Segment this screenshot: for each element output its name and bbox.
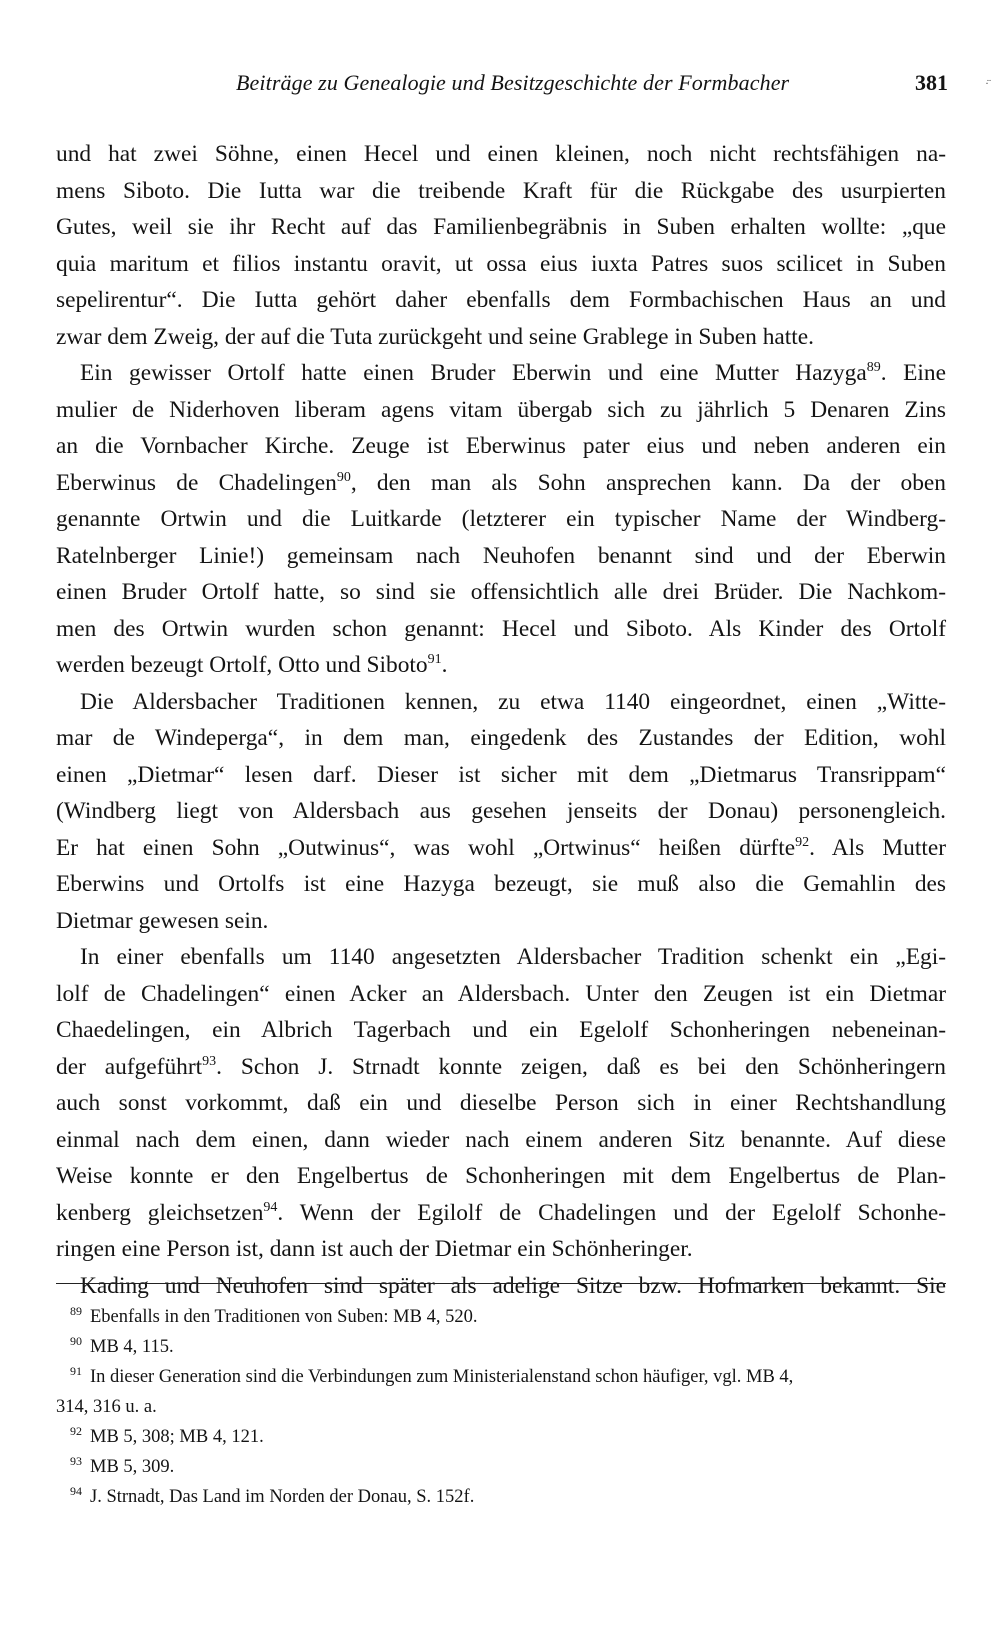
running-title: Beiträge zu Genealogie und Besitzgeschichte der Formbacher — [236, 70, 790, 95]
text-line — [56, 1012, 946, 1049]
line-text: einen „Dietmar“ lesen darf. Dieser ist sicher mit dem „Dietmarus Transrippam“ — [56, 761, 946, 788]
text-line — [56, 1158, 946, 1195]
text-line — [56, 246, 946, 283]
line-text: Er hat einen Sohn „Outwinus“, was wohl „Ortwinus“ heißen dürfte — [56, 834, 796, 861]
line-text: (Windberg liegt von Aldersbach aus gesehen jenseits der Donau) personengleich. — [56, 798, 946, 824]
line-text-after: . — [441, 652, 448, 678]
footnote: 93 MB 5, 309. — [70, 1453, 175, 1477]
footnote: 91 In dieser Generation sind die Verbindungen zum Ministerialenstand schon häufiger, vgl. MB 4, — [70, 1363, 794, 1387]
text-line — [56, 538, 946, 575]
text-line — [56, 136, 946, 173]
text-line — [56, 684, 946, 721]
line-text: und hat zwei Söhne, einen Hecel und einen kleinen, noch nicht rechtsfähigen na- — [56, 141, 946, 167]
line-text: Eberwins und Ortolfs ist eine Hazyga bezeugt, sie muß also die Gemahlin des — [56, 871, 946, 897]
footnote: 94 J. Strnadt, Das Land im Norden der Donau, S. 152f. — [70, 1483, 475, 1507]
footnote-ref[interactable]: 93 — [202, 1053, 217, 1069]
footnote-ref[interactable]: 90 — [336, 469, 351, 485]
text-line — [56, 976, 946, 1013]
text-line — [56, 392, 946, 429]
text-line — [56, 428, 946, 465]
body-text — [56, 136, 946, 1304]
footnote-text: 314, 316 u. a. — [56, 1397, 157, 1417]
footnote-rule — [56, 1283, 946, 1284]
line-text: men des Ortwin wurden schon genannt: Hecel und Siboto. Als Kinder des Ortolf — [56, 615, 946, 642]
line-text: Kading und Neuhofen sind später als adelige Sitze bzw. Hofmarken bekannt. Sie — [80, 1272, 946, 1299]
line-text-after: , den man als Sohn ansprechen kann. Da der oben — [350, 469, 946, 496]
footnote-text: MB 5, 309. — [90, 1457, 175, 1477]
line-text: zwar dem Zweig, der auf die Tuta zurückgeht und seine Grablege in Suben hatte. — [56, 323, 815, 350]
text-line — [56, 1085, 946, 1122]
text-line — [56, 574, 946, 611]
text-line — [56, 611, 946, 648]
line-text-after: . Als Mutter — [809, 834, 946, 861]
text-line — [56, 903, 946, 940]
footnote — [56, 1392, 946, 1422]
footnote-text: J. Strnadt, Das Land im Norden der Donau, S. 152f. — [90, 1487, 475, 1507]
line-text: Weise konnte er den Engelbertus de Schonheringen mit dem Engelbertus de Plan- — [56, 1163, 946, 1189]
line-text: mulier de Niderhoven liberam agens vitam übergab sich zu jährlich 5 Denaren Zins — [56, 396, 946, 423]
line-text: ringen eine Person ist, dann ist auch der Dietmar ein Schönheringer. — [56, 1236, 693, 1262]
line-text: einmal nach dem einen, dann wieder nach einem anderen Sitz benannte. Auf diese — [56, 1126, 946, 1153]
text-line — [56, 1195, 946, 1232]
line-text: auch sonst vorkommt, daß ein und dieselbe Person sich in einer Rechtshandlung — [56, 1090, 946, 1116]
line-text-after: . Schon J. Strnadt konnte zeigen, daß es bei den Schönheringern — [216, 1053, 946, 1080]
line-text-after: . Wenn der Egilolf de Chadelingen und der Egelolf Schonhe- — [277, 1199, 946, 1226]
text-line — [56, 720, 946, 757]
line-text: genannte Ortwin und die Luitkarde (letzterer ein typischer Name der Windberg- — [56, 506, 946, 532]
text-line — [56, 209, 946, 246]
footnote-ref[interactable]: 92 — [795, 834, 810, 850]
text-line — [56, 282, 946, 319]
text-line — [56, 757, 946, 794]
running-head — [236, 70, 948, 100]
footnote: 89 Ebenfalls in den Traditionen von Suben: MB 4, 520. — [70, 1303, 478, 1327]
footnote-ref[interactable]: 89 — [866, 360, 881, 376]
line-text: mens Siboto. Die Iutta war die treibende Kraft für die Rückgabe des usurpierten — [56, 177, 946, 204]
line-text: quia maritum et filios instantu oravit, ut ossa eius iuxta Patres suos scilicet in Suben — [56, 250, 946, 277]
footnote: 90 MB 4, 115. — [70, 1333, 174, 1357]
line-text: Chaedelingen, ein Albrich Tagerbach und ein Egelolf Schonheringen nebeneinan- — [56, 1017, 946, 1043]
footnote-text: Ebenfalls in den Traditionen von Suben: MB 4, 520. — [90, 1307, 478, 1327]
line-text: der aufgeführt — [56, 1053, 203, 1080]
line-text: Die Aldersbacher Traditionen kennen, zu etwa 1140 eingeordnet, einen „Witte- — [80, 688, 946, 715]
footnote: 92 MB 5, 308; MB 4, 121. — [70, 1423, 264, 1447]
line-text: kenberg gleichsetzen — [56, 1199, 264, 1226]
text-line — [56, 501, 946, 538]
footnote-text: MB 5, 308; MB 4, 121. — [90, 1427, 264, 1447]
text-line — [56, 647, 946, 684]
page-number: 381 — [915, 70, 948, 95]
line-text: an die Vornbacher Kirche. Zeuge ist Eberwinus pater eius und neben anderen ein — [56, 433, 946, 459]
line-text: lolf de Chadelingen“ einen Acker an Aldersbach. Unter den Zeugen ist ein Dietmar — [56, 980, 946, 1007]
text-line — [56, 793, 946, 830]
text-line — [56, 1268, 946, 1305]
scan-mark: ·̈ — [985, 76, 989, 90]
line-text: sepelirentur“. Die Iutta gehört daher ebenfalls dem Formbachischen Haus an und — [56, 287, 946, 313]
text-line — [56, 355, 946, 392]
footnote-text: MB 4, 115. — [90, 1337, 174, 1357]
line-text: Ratelnberger Linie!) gemeinsam nach Neuhofen benannt sind und der Eberwin — [56, 542, 946, 569]
text-line — [56, 319, 946, 356]
text-line — [56, 1231, 946, 1268]
line-text: Gutes, weil sie ihr Recht auf das Familienbegräbnis in Suben erhalten wollte: „que — [56, 214, 946, 240]
footnote-ref[interactable]: 91 — [427, 652, 442, 668]
line-text: In einer ebenfalls um 1140 angesetzten Aldersbacher Tradition schenkt ein „Egi- — [80, 944, 946, 970]
line-text-after: . Eine — [880, 360, 946, 386]
line-text: mar de Windeperga“, in dem man, eingedenk des Zustandes der Edition, wohl — [56, 725, 946, 751]
line-text: werden bezeugt Ortolf, Otto und Siboto — [56, 652, 428, 678]
line-text: Ein gewisser Ortolf hatte einen Bruder Eberwin und eine Mutter Hazyga — [80, 360, 867, 386]
footnotes — [56, 1302, 946, 1512]
text-line — [56, 173, 946, 210]
footnote-text: In dieser Generation sind die Verbindungen zum Ministerialenstand schon häufiger, vgl. MB 4, — [90, 1367, 794, 1387]
text-line — [56, 830, 946, 867]
text-line — [56, 1049, 946, 1086]
line-text: Dietmar gewesen sein. — [56, 907, 269, 934]
text-line — [56, 465, 946, 502]
line-text: Eberwinus de Chadelingen — [56, 469, 337, 496]
text-line — [56, 866, 946, 903]
text-line — [56, 939, 946, 976]
text-line — [56, 1122, 946, 1159]
line-text: einen Bruder Ortolf hatte, so sind sie offensichtlich alle drei Brüder. Die Nachkom- — [56, 579, 946, 605]
footnote-ref[interactable]: 94 — [263, 1199, 278, 1215]
